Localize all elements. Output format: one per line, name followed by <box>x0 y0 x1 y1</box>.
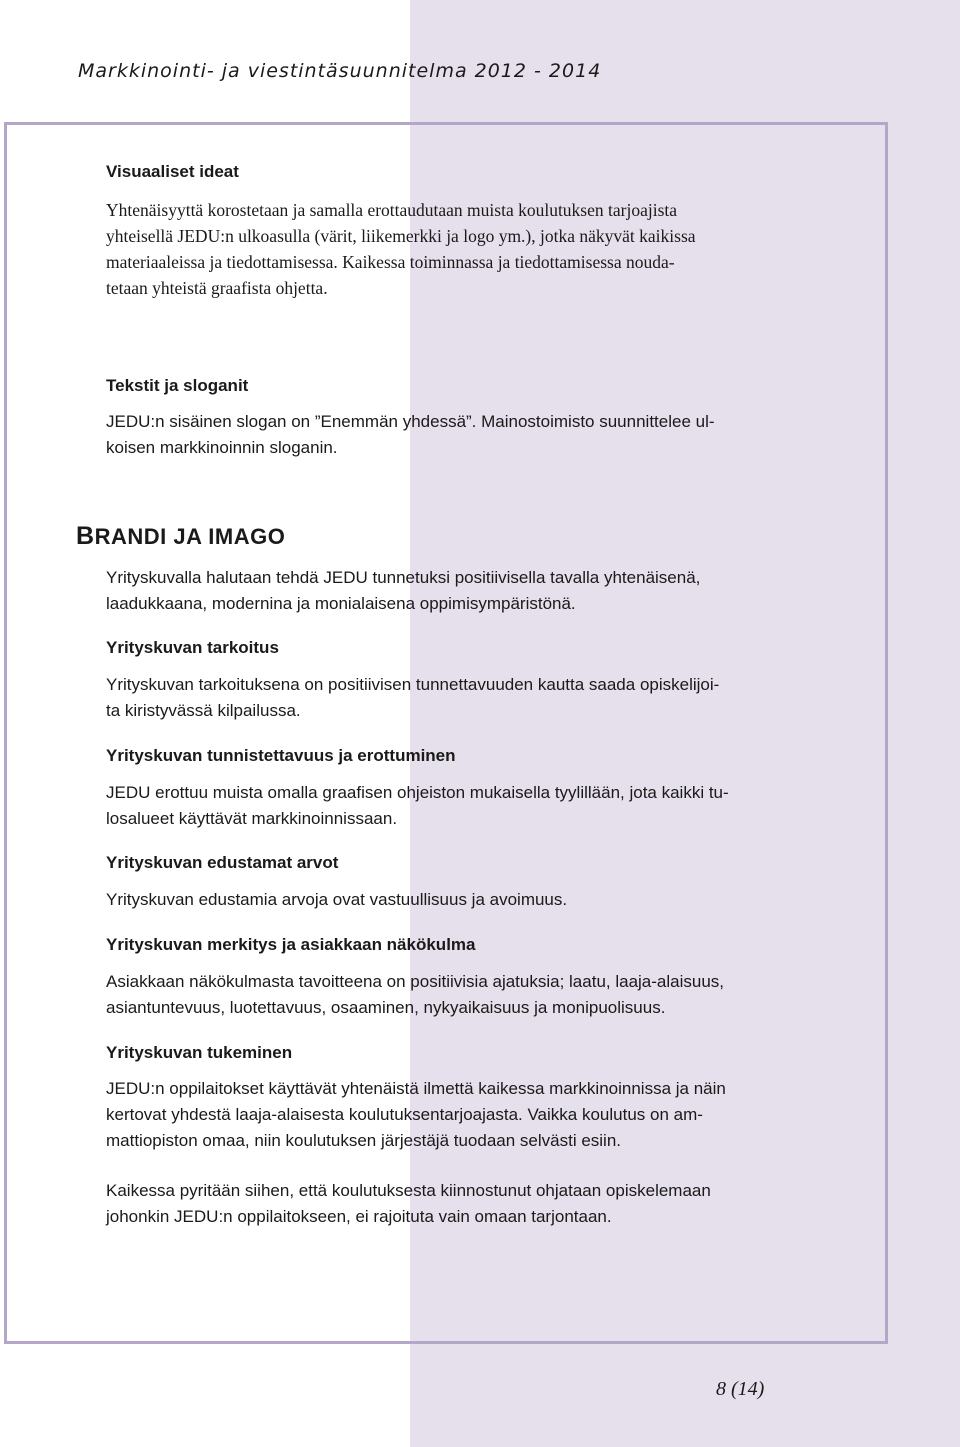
text-line: asiantuntevuus, luotettavuus, osaaminen, nykyaikaisuus ja monipuolisuus. <box>106 998 666 1017</box>
title-rest: RANDI JA IMAGO <box>94 524 286 549</box>
page-number: 8 (14) <box>716 1378 765 1400</box>
text-line: JEDU:n sisäinen slogan on ”Enemmän yhdessä”. Mainostoimisto suunnittelee ul- <box>106 412 715 431</box>
heading-meaning: Yrityskuvan merkitys ja asiakkaan näkökulma <box>106 935 476 954</box>
paragraph-values <box>106 887 826 913</box>
text-line: Yrityskuvan tarkoituksena on positiivisen tunnettavuuden kautta saada opiskelijoi- <box>106 675 720 694</box>
heading-texts-slogans: Tekstit ja sloganit <box>106 376 249 395</box>
text-line: JEDU erottuu muista omalla graafisen ohjeiston mukaisella tyylillään, jota kaikki tu- <box>106 783 729 802</box>
content-frame <box>4 122 888 1344</box>
heading-visual-ideas: Visuaaliset ideat <box>106 162 239 181</box>
text-line: johonkin JEDU:n oppilaitokseen, ei rajoituta vain omaan tarjontaan. <box>106 1207 612 1226</box>
text-line: Asiakkaan näkökulmasta tavoitteena on positiivisia ajatuksia; laatu, laaja-alaisuus, <box>106 972 725 991</box>
paragraph-support <box>106 1076 826 1154</box>
section-title-brand-image <box>76 522 285 551</box>
text-line: losalueet käyttävät markkinoinnissaan. <box>106 809 398 828</box>
text-line: ta kiristyvässä kilpailussa. <box>106 701 301 720</box>
text-line: Kaikessa pyritään siihen, että koulutuksesta kiinnostunut ohjataan opiskelemaan <box>106 1181 711 1200</box>
text-line: materiaaleissa ja tiedottamisessa. Kaikessa toiminnassa ja tiedottamisessa nouda- <box>106 252 675 272</box>
text-line: koisen markkinoinnin sloganin. <box>106 438 338 457</box>
text-line: Yrityskuvalla halutaan tehdä JEDU tunnetuksi positiivisella tavalla yhtenäisenä, <box>106 568 701 587</box>
text-line: kertovat yhdestä laaja-alaisesta koulutuksentarjoajasta. Vaikka koulutus on am- <box>106 1105 703 1124</box>
text-line: Yhtenäisyyttä korostetaan ja samalla erottaudutaan muista koulutuksen tarjoajista <box>106 200 678 220</box>
text-line: tetaan yhteistä graafista ohjetta. <box>106 278 328 298</box>
paragraph-visual-ideas <box>106 197 826 301</box>
text-line: yhteisellä JEDU:n ulkoasulla (värit, liikemerkki ja logo ym.), jotka näkyvät kaikissa <box>106 226 696 246</box>
paragraph-purpose <box>106 672 826 724</box>
text-line: JEDU:n oppilaitokset käyttävät yhtenäistä ilmettä kaikessa markkinoinnissa ja näin <box>106 1079 726 1098</box>
text-line: laadukkaana, modernina ja monialaisena oppimisympäristönä. <box>106 594 576 613</box>
text-line: Yrityskuvan edustamia arvoja ovat vastuullisuus ja avoimuus. <box>106 890 568 909</box>
text-line: mattiopiston omaa, niin koulutuksen järjestäjä tuodaan selvästi esiin. <box>106 1131 622 1150</box>
document-header: Markkinointi- ja viestintäsuunnitelma 2012 - 2014 <box>78 60 602 82</box>
heading-recognition: Yrityskuvan tunnistettavuus ja erottuminen <box>106 746 456 765</box>
paragraph-recognition <box>106 780 826 832</box>
paragraph-brand-intro <box>106 565 826 617</box>
title-initial: B <box>76 522 95 550</box>
paragraph-texts-slogans <box>106 409 826 461</box>
heading-purpose: Yrityskuvan tarkoitus <box>106 638 279 657</box>
paragraph-meaning <box>106 969 826 1021</box>
heading-support: Yrityskuvan tukeminen <box>106 1043 293 1062</box>
heading-values: Yrityskuvan edustamat arvot <box>106 853 339 872</box>
paragraph-support-2 <box>106 1178 826 1230</box>
